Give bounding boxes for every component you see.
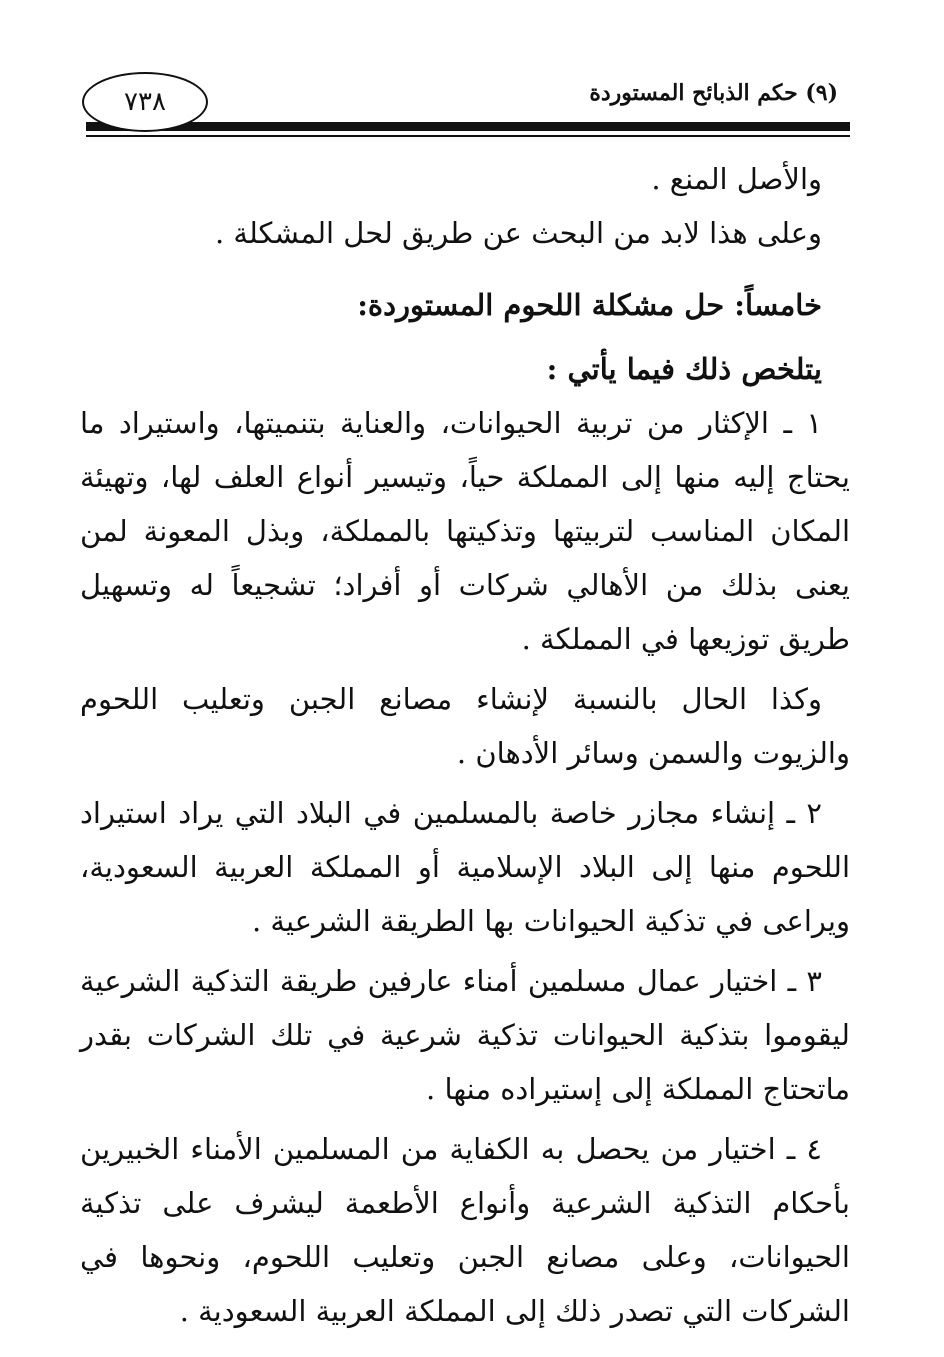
header-rule-thick — [86, 122, 850, 131]
paragraph-seek-solution: وعلى هذا لابد من البحث عن طريق لحل المشكلة . — [214, 216, 822, 250]
paragraph-origin-prohibition: والأصل المنع . — [651, 162, 822, 196]
running-title: (٩) حكم الذبائح المستوردة — [589, 80, 838, 106]
section-subheading: يتلخص ذلك فيما يأتي : — [546, 352, 822, 386]
section-heading: خامساً: حل مشكلة اللحوم المستوردة: — [357, 288, 822, 322]
header-rule-thin — [86, 135, 850, 137]
list-item-4: ٤ ـ اختيار من يحصل به الكفاية من المسلمين الأمناء الخبيرين بأحكام التذكية الشرعية وأنواع الأطعمة ليشرف على تذكية الحيوانات، وعلى مصانع الجبن وتعليب اللحوم، ونحوها في الشركات التي تصدر ذلك إلى المملكة العربية السعودية . — [80, 1132, 850, 1328]
list-item-2: ٢ ـ إنشاء مجازر خاصة بالمسلمين في البلاد التي يراد استيراد اللحوم منها إلى البلاد الإسلامية أو المملكة العربية السعودية، ويراعى في تذكية الحيوانات بها الطريقة الشرعية . — [80, 796, 850, 938]
list-item-3: ٣ ـ اختيار عمال مسلمين أمناء عارفين طريقة التذكية الشرعية ليقوموا بتذكية الحيوانات تذكية شرعية في تلك الشركات بقدر ماتحتاج المملكة إلى إستيراده منها . — [80, 964, 850, 1106]
page-number: ٧٣٨ — [82, 72, 208, 132]
list-item-1: ١ ـ الإكثار من تربية الحيوانات، والعناية بتنميتها، واستيراد ما يحتاج إليه منها إلى المملكة حياً، وتيسير أنواع العلف لها، وتهيئة المكان المناسب لتربيتها وتذكيتها بالمملكة، وبذل المعونة لمن يعنى بذلك من الأهالي شركات أو أفراد؛ تشجيعاً له وتسهيل طريق توزيعها في المملكة . — [80, 406, 850, 656]
page-header — [80, 66, 850, 146]
list-item-1-continuation: وكذا الحال بالنسبة لإنشاء مصانع الجبن وتعليب اللحوم والزيوت والسمن وسائر الأدهان . — [80, 682, 850, 770]
page-body — [80, 152, 850, 1338]
